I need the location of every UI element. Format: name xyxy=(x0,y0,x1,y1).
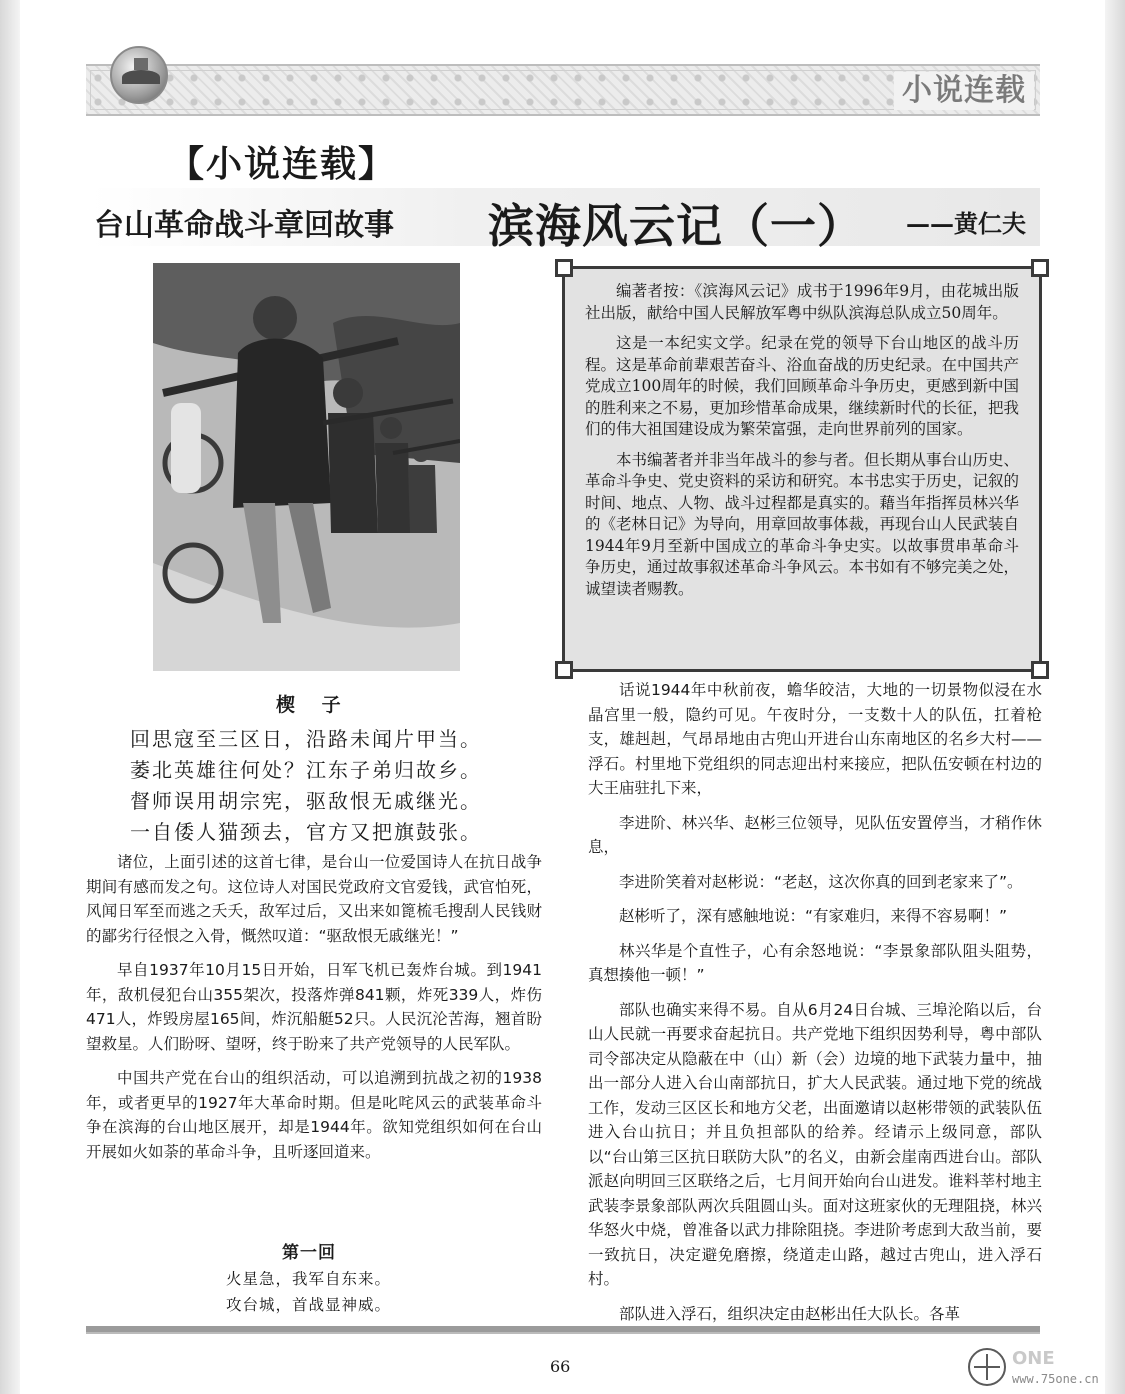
emblem-icon xyxy=(110,46,168,104)
chapter-heading: 第一回 xyxy=(282,1243,336,1263)
page-number: 66 xyxy=(550,1357,571,1376)
note-corner-ornament xyxy=(555,661,573,679)
body-paragraph: 李进阶、林兴华、赵彬三位领导，见队伍安置停当，才稍作休息， xyxy=(588,813,1042,856)
couplet-line: 火星急，我军自东来。 xyxy=(226,1270,392,1288)
body-paragraph: 部队也确实来得不易。自从6月24日台城、三埠沦陷以后，台山人民就一再要求奋起抗日。共产党地下组织因势利导，粤中部队司令部决定从隐蔽在中（山）新（会）边境的地下武装力量中，抽出一部分人进入台山南部抗日，扩大人民武装。通过地下党的统战工作，发动三区区长和地方父老，出面邀请以赵彬带领的武装队伍进入台山抗日；并且负担部队的给养。经请示上级同意，部队以“台山第三区抗日联防大队”的名义，由新会崖南西进台山。部队派赵向明回三区联络之后，七月间开始向台山进发。谁料莘村地主武装李景象部队两次兵阻圆山头。面对这班家伙的无理阻挠，林兴华怒火中烧，曾准备以武力排除阻挠。李进阶考虑到大敌当前，要一致抗日，决定避免磨擦，绕道走山路，越过古兜山，进入浮石村。 xyxy=(588,1000,1042,1288)
article-title: 滨海风云记（一） xyxy=(488,199,864,253)
chapter-couplet xyxy=(226,1266,391,1318)
article-subtitle: 台山革命战斗章回故事 xyxy=(94,208,394,243)
photo-illustration xyxy=(153,263,460,671)
right-column xyxy=(588,678,1042,1336)
footer-rule xyxy=(86,1326,1040,1334)
poem-line: 一自倭人猫颈去，官方又把旗鼓张。 xyxy=(130,820,482,844)
serial-tag: 【小说连载】 xyxy=(168,144,397,185)
body-paragraph: 赵彬听了，深有感触地说：“有家难归，来得不容易啊！” xyxy=(619,907,1008,925)
title-row xyxy=(90,188,1040,253)
body-paragraph: 诸位，上面引述的这首七律，是台山一位爱国诗人在抗日战争期间有感而发之句。这位诗人对国民党政府文官爱钱，武官怕死，风闻日军至而逃之夭夭，敌军过后，又出来如篦梳毛搜刮人民钱财的鄙劣行径恨之入骨，慨然叹道：“驱敌恨无戚继光！” xyxy=(86,853,542,945)
body-paragraph: 部队进入浮石，组织决定由赵彬出任大队长。各革 xyxy=(619,1304,961,1323)
poem-line: 萎北英雄往何处？江东子弟归故乡。 xyxy=(130,758,482,782)
couplet-line: 攻台城，首战显神威。 xyxy=(226,1296,392,1314)
note-paragraph: 编著者按：《滨海风云记》成书于1996年9月，由花城出版社出版，献给中国人民解放军粤中纵队滨海总队成立50周年。 xyxy=(585,282,1019,322)
body-paragraph: 中国共产党在台山的组织活动，可以追溯到抗战之初的1938年，或者更早的1927年大革命时期。但是叱咤风云的武装革命斗争在滨海的台山地区展开，却是1944年。欲知党组织如何在台山开展如火如荼的革命斗争，且听逐回道来。 xyxy=(86,1069,542,1161)
watermark-url: www.75one.cn xyxy=(1012,1372,1099,1386)
poem-line: 回思寇至三区日，沿路未闻片甲当。 xyxy=(130,727,482,751)
left-column xyxy=(86,850,542,1174)
article-author: ——黄仁夫 xyxy=(906,209,1026,238)
note-paragraph: 本书编著者并非当年战斗的参与者。但长期从事台山历史、革命斗争史、党史资料的采访和研究。本书忠实于历史，记叙的时间、地点、人物、战斗过程都是真实的。藉当年指挥员林兴华的《老林日记》为导向，用章回故事体裁，再现台山人民武装自1944年9月至新中国成立的革命斗争史实。以故事贯串革命斗争历史，通过故事叙述革命斗争风云。本书如有不够完美之处，诚望读者赐教。 xyxy=(585,450,1020,598)
body-paragraph: 李进阶笑着对赵彬说：“老赵，这次你真的回到老家来了”。 xyxy=(619,872,1023,891)
note-paragraph: 这是一本纪实文学。纪录在党的领导下台山地区的战斗历程。这是革命前辈艰苦奋斗、浴血奋战的历史纪录。在中国共产党成立100周年的时候，我们回顾革命斗争历史，更感到新中国的胜利来之不易，更加珍惜革命成果，继续新时代的长征，把我们的伟大祖国建设成为繁荣富强，走向世界前列的国家。 xyxy=(585,334,1020,438)
section-badge: 小说连载 xyxy=(894,72,1034,110)
header-band xyxy=(86,64,1040,116)
note-corner-ornament xyxy=(555,259,573,277)
page-edge-right xyxy=(1105,0,1125,1394)
note-corner-ornament xyxy=(1031,259,1049,277)
note-corner-ornament xyxy=(1031,661,1049,679)
editor-note-box xyxy=(562,266,1042,672)
photo-marching-soldiers xyxy=(153,263,460,671)
intro-heading: 楔 子 xyxy=(276,694,351,716)
poem-line: 督师误用胡宗宪，驱敌恨无戚继光。 xyxy=(130,789,482,813)
page-edge-left xyxy=(0,0,20,1394)
body-paragraph: 早自1937年10月15日开始，日军飞机已轰炸台城。到1941年，敌机侵犯台山355架次，投落炸弹841颗，炸死339人，炸伤471人，炸毁房屋165间，炸沉船艇52只。人民沉沦苦海，翘首盼望救星。人们盼呀、望呀，终于盼来了共产党领导的人民军队。 xyxy=(86,961,542,1053)
intro-poem xyxy=(130,724,482,848)
globe-icon xyxy=(968,1348,1006,1386)
body-paragraph: 林兴华是个直性子，心有余怒地说：“李景象部队阻头阻势，真想揍他一顿！” xyxy=(588,941,1042,984)
watermark xyxy=(964,1344,1122,1392)
watermark-brand: ONE xyxy=(1012,1348,1055,1369)
body-paragraph: 话说1944年中秋前夜，蟾华皎洁，大地的一切景物似浸在水晶宫里一般，隐约可见。午夜时分，一支数十人的队伍，扛着枪支，雄赳赳，气昂昂地由古兜山开进台山东南地区的名乡大村——浮石。村里地下党组织的同志迎出村来接应，把队伍安顿在村边的大王庙驻扎下来， xyxy=(588,681,1042,797)
